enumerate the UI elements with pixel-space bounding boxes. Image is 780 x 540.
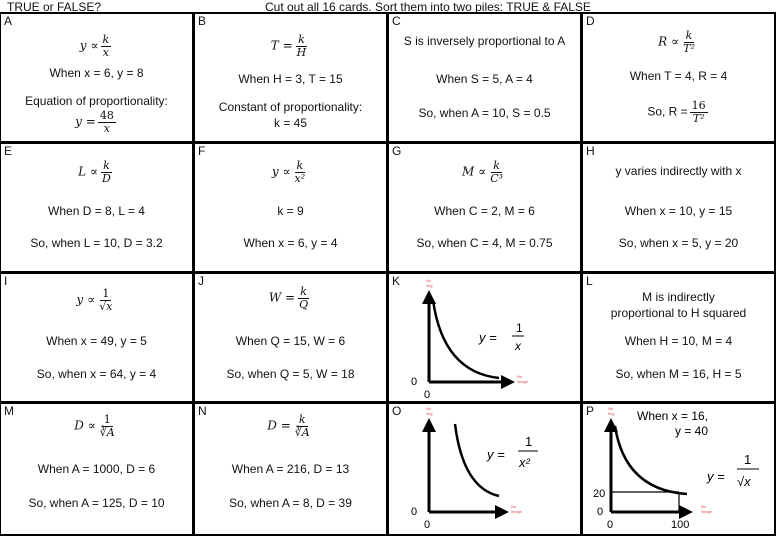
- card-given: k = 9: [277, 204, 304, 218]
- x-tick-label: 100: [671, 519, 690, 531]
- card-statement-line-2: proportional to H squared: [610, 306, 747, 320]
- card-label: L: [586, 274, 593, 288]
- card-statement: y varies indirectly with x: [615, 164, 742, 178]
- card-h[interactable]: [581, 142, 776, 273]
- card-o[interactable]: [387, 402, 582, 536]
- card-answer: So, when x = 64, y = 4: [36, 367, 157, 381]
- axis-label-line: image: [701, 509, 712, 514]
- axis-label-line: image: [517, 379, 528, 384]
- card-answer: So, when Q = 5, W = 18: [226, 367, 355, 381]
- card-answer: So, when A = 10, S = 0.5: [418, 106, 551, 120]
- graph-p: [583, 404, 773, 533]
- card-label: M: [4, 404, 14, 418]
- card-answer: So, when A = 8, D = 39: [229, 496, 352, 510]
- x-axis-arrow: [679, 505, 693, 519]
- axis-label-line: img: [426, 283, 433, 288]
- card-j[interactable]: [193, 272, 388, 403]
- card-n[interactable]: [193, 402, 388, 536]
- card-l[interactable]: [581, 272, 776, 403]
- x-axis-label: No image: [517, 374, 528, 384]
- y-tick-label: 20: [593, 488, 606, 500]
- card-label: P: [586, 404, 595, 418]
- card-p[interactable]: [581, 402, 776, 536]
- card-label: I: [4, 274, 8, 288]
- card-given: When A = 216, D = 13: [231, 462, 350, 476]
- axis-label-line: img: [426, 411, 433, 416]
- card-m[interactable]: [0, 402, 194, 536]
- card-given: When T = 4, R = 4: [629, 69, 728, 83]
- x-axis-label: No image: [701, 504, 712, 514]
- card-k[interactable]: [387, 272, 582, 403]
- graph-equation-denominator: x: [515, 339, 521, 353]
- card-given: When x = 10, y = 15: [624, 204, 733, 218]
- card-given: When S = 5, A = 4: [436, 72, 533, 86]
- card-relation: T = $\frac{k}{H}$: [270, 33, 307, 59]
- card-given: When D = 8, L = 4: [48, 204, 145, 218]
- card-f[interactable]: [193, 142, 388, 273]
- card-label: H: [586, 144, 595, 158]
- worksheet-title: TRUE or FALSE?: [7, 0, 102, 14]
- card-relation: R ∝ $\frac{k}{\text{T²}}$: [658, 29, 695, 55]
- card-relation: M ∝ $\frac{k}{\text{C³}}$: [461, 159, 504, 185]
- card-relation: W = $\frac{k}{Q}$: [268, 285, 309, 311]
- card-given: When x = 49, y = 5: [46, 334, 147, 348]
- card-given: When C = 2, M = 6: [434, 204, 535, 218]
- card-given: When H = 3, T = 15: [238, 72, 343, 86]
- card-given: When A = 1000, D = 6: [37, 462, 156, 476]
- card-d[interactable]: [581, 12, 776, 143]
- card-answer: When x = 6, y = 4: [243, 236, 338, 250]
- card-given: When x = 6, y = 8: [49, 66, 144, 80]
- graph-equation-numerator: 1: [516, 321, 523, 335]
- worksheet-instructions: Cut out all 16 cards. Sort them into two piles: TRUE & FALSE: [265, 0, 591, 14]
- card-relation: D ∝ $\frac{1}{∛A}$: [74, 413, 115, 439]
- graph-equation-denominator: √x: [737, 474, 751, 489]
- card-answer: So, when A = 125, D = 10: [28, 496, 165, 510]
- graph-equation-numerator: 1: [525, 434, 533, 449]
- y-axis-label: No img: [608, 406, 615, 416]
- card-grid: [0, 13, 776, 536]
- card-relation: y ∝ $\frac{k}{x}$: [79, 33, 110, 59]
- card-g[interactable]: [387, 142, 582, 273]
- card-a[interactable]: [0, 12, 194, 143]
- card-answer: So, when x = 5, y = 20: [618, 236, 739, 250]
- card-description: Equation of proportionality:: [25, 94, 168, 108]
- card-c[interactable]: [387, 12, 582, 143]
- card-statement: S is inversely proportional to A: [403, 34, 566, 48]
- origin-y-label: 0: [597, 506, 604, 518]
- graph-equation-prefix: y =: [479, 330, 497, 345]
- card-label: A: [4, 14, 13, 28]
- y-axis-arrow: [422, 418, 436, 432]
- origin-y-label: 0: [411, 376, 418, 388]
- card-label: F: [198, 144, 206, 158]
- card-label: N: [198, 404, 207, 418]
- card-description: Constant of proportionality:: [218, 100, 363, 114]
- card-b[interactable]: [193, 12, 388, 143]
- graph-equation-prefix: y =: [707, 469, 725, 484]
- card-given: When H = 10, M = 4: [624, 334, 733, 348]
- x-axis-label: No image: [511, 504, 522, 514]
- x-axis-arrow: [495, 505, 509, 519]
- card-label: K: [392, 274, 401, 288]
- card-statement-line-1: M is indirectly: [642, 290, 715, 304]
- x-axis-arrow: [501, 375, 515, 389]
- card-answer: So, R = $\frac{16}{\text{T²}}$: [647, 99, 706, 125]
- card-given: When Q = 15, W = 6: [235, 334, 346, 348]
- origin-x-label: 0: [424, 519, 431, 531]
- card-label: D: [586, 14, 595, 28]
- origin-x-label: 0: [424, 389, 431, 400]
- card-relation: D = $\frac{k}{∛A}$: [267, 413, 310, 439]
- card-label: C: [392, 14, 401, 28]
- graph-note-line-2: y = 40: [675, 424, 709, 438]
- y-axis-label: No img: [426, 278, 433, 288]
- card-relation: y ∝ $\frac{1}{√x}$: [76, 287, 113, 313]
- card-label: G: [392, 144, 402, 158]
- graph-equation-numerator: 1: [744, 452, 752, 467]
- card-relation: y ∝ $\frac{k}{\text{x²}}$: [271, 159, 306, 185]
- card-answer: So, when M = 16, H = 5: [615, 367, 742, 381]
- card-label: O: [392, 404, 402, 418]
- card-answer: So, when C = 4, M = 0.75: [416, 236, 553, 250]
- card-label: B: [198, 14, 207, 28]
- axis-label-line: image: [511, 509, 522, 514]
- card-i[interactable]: [0, 272, 194, 403]
- card-e[interactable]: [0, 142, 194, 273]
- card-label: J: [198, 274, 204, 288]
- card-relation: L ∝ $\frac{k}{D}$: [78, 159, 111, 185]
- card-label: E: [4, 144, 13, 158]
- card-answer: y = $\frac{48}{x}$: [75, 109, 114, 135]
- card-answer: So, when L = 10, D = 3.2: [30, 236, 163, 250]
- origin-y-label: 0: [411, 506, 418, 518]
- y-axis-label: No img: [426, 406, 433, 416]
- graph-note-line-1: When x = 16,: [637, 409, 709, 423]
- card-answer: k = 45: [273, 116, 308, 130]
- graph-k: [389, 274, 579, 400]
- graph-equation-prefix: y =: [487, 447, 505, 462]
- graph-equation-denominator: x²: [519, 455, 530, 470]
- graph-o: [389, 404, 579, 533]
- axis-label-line: img: [608, 411, 615, 416]
- origin-x-label: 0: [607, 519, 614, 531]
